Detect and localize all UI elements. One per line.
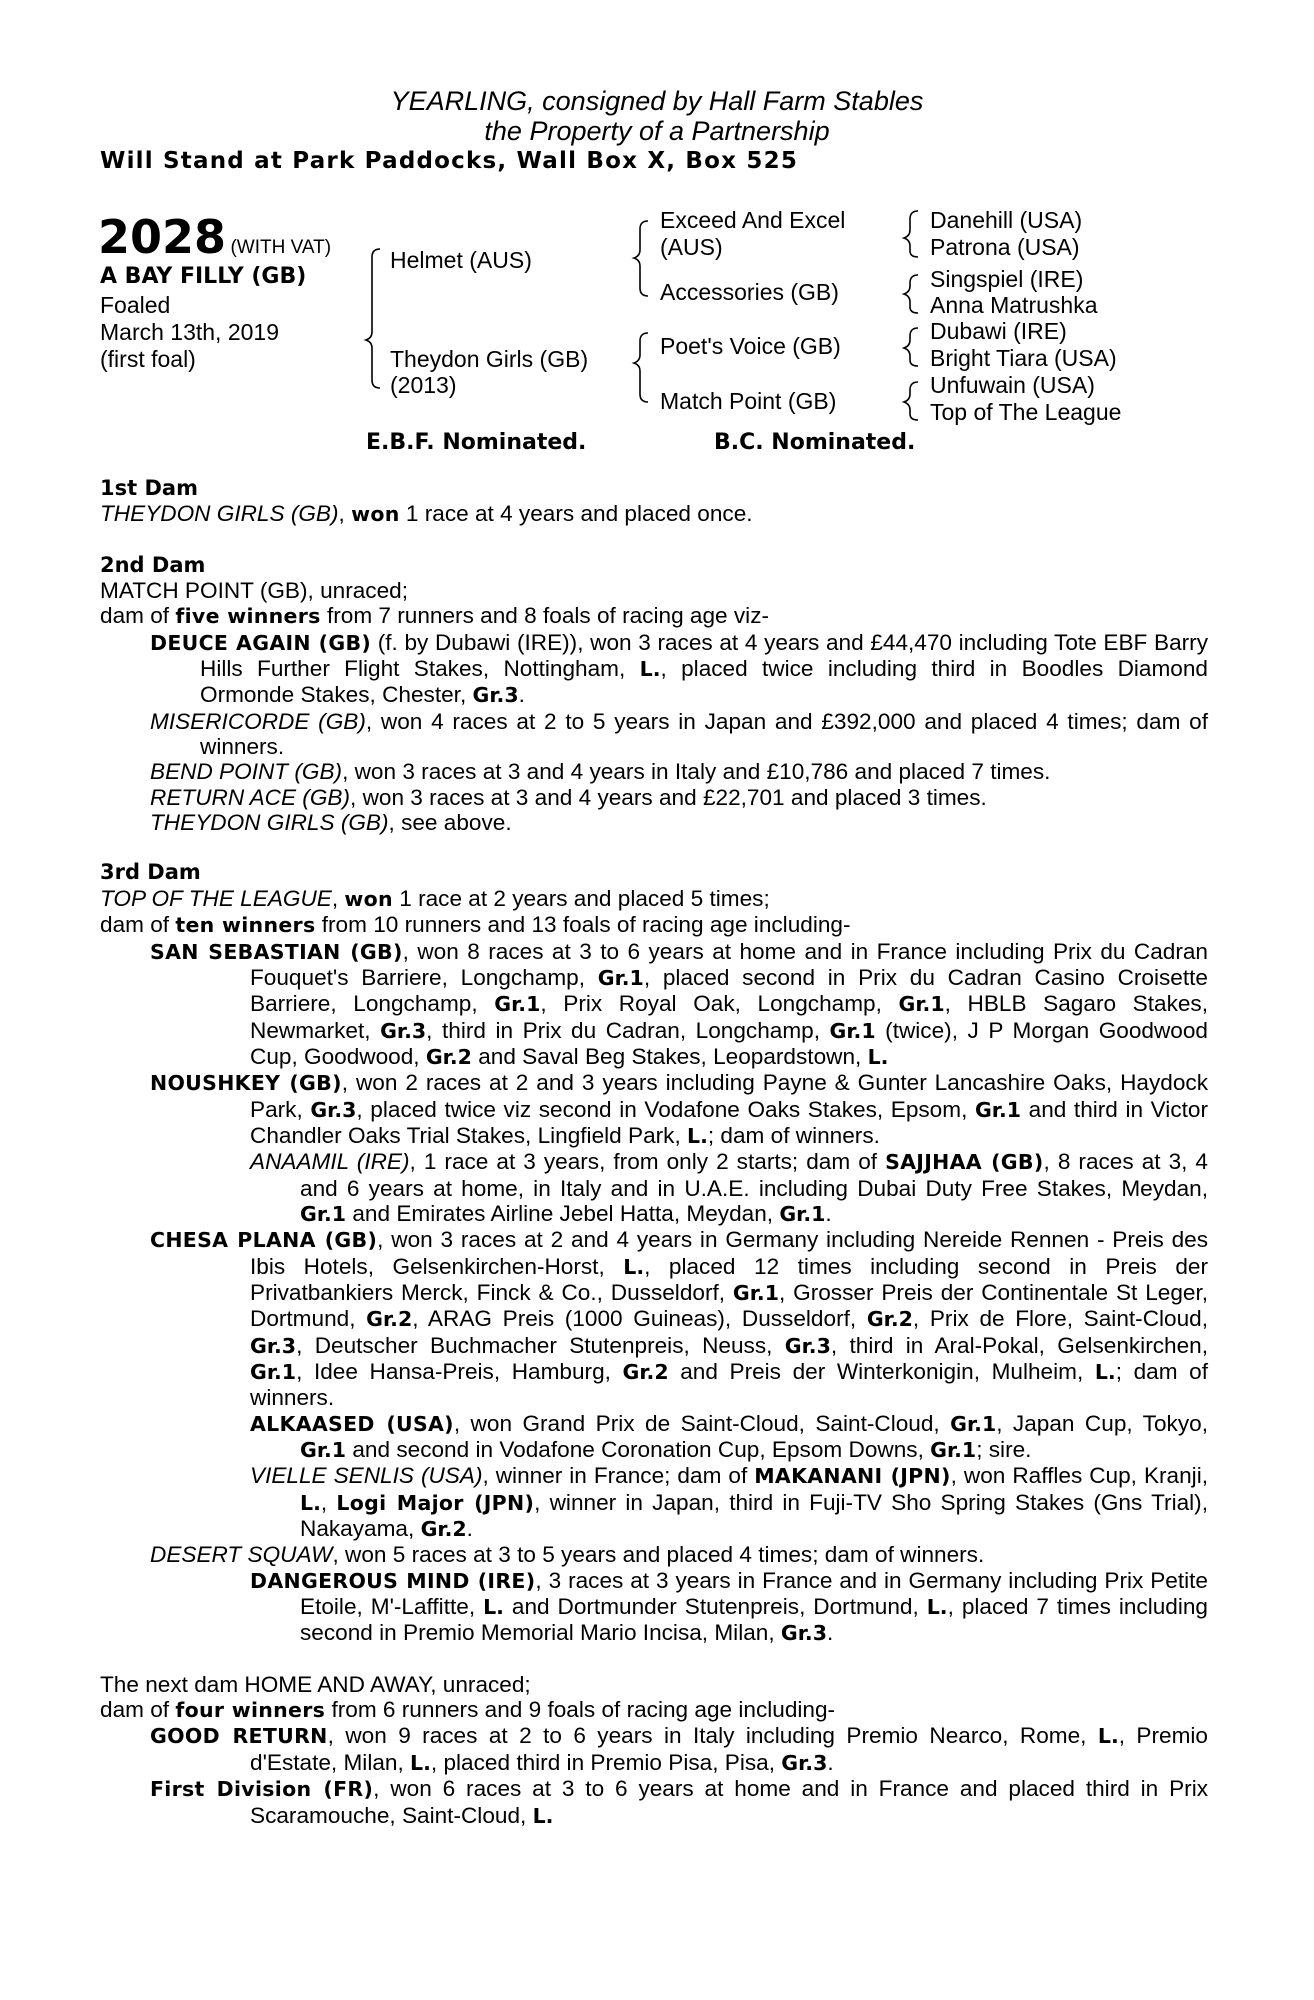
horse-name: BEND POINT (GB): [150, 759, 343, 785]
progeny-entry: First Division (FR), won 6 races at 3 to 6 years at home and in France and placed third in Prix Scaramouche, Saint-Cloud, L.: [150, 1776, 1209, 1828]
ancestor-6: Bright Tiara (USA): [930, 345, 1117, 371]
horse-name: VIELLE SENLIS (USA): [250, 1463, 483, 1489]
vat-note: (WITH VAT): [230, 237, 332, 258]
horse-name: ALKAASED (USA): [250, 1411, 454, 1436]
horse-name: MISERICORDE (GB): [150, 708, 366, 734]
progeny-entry: DESERT SQUAW, won 5 races at 3 to 5 years and placed 4 times; dam of winners.: [150, 1542, 985, 1568]
ancestor-2: Patrona (USA): [930, 234, 1080, 260]
foaled-label: Foaled: [100, 292, 171, 318]
dam-sire-name: Poet's Voice (GB): [660, 333, 841, 359]
sire-sire-line-2: (AUS): [660, 234, 723, 260]
first-dam-record: THEYDON GIRLS (GB), won 1 race at 4 years and placed once.: [100, 501, 753, 527]
dam-name: Theydon Girls (GB): [390, 346, 589, 372]
header-line-3: Will Stand at Park Paddocks, Wall Box X, Box 525: [100, 148, 799, 174]
lot-number: 2028: [98, 210, 227, 264]
horse-name: GOOD RETURN: [150, 1724, 328, 1749]
horse-name: CHESA PLANA (GB): [150, 1228, 378, 1253]
horse-name: NOUSHKEY (GB): [150, 1071, 342, 1096]
horse-name: THEYDON GIRLS (GB): [100, 501, 339, 527]
ancestor-4: Anna Matrushka: [930, 292, 1098, 318]
progeny-entry: ALKAASED (USA), won Grand Prix de Saint-Cloud, Saint-Cloud, Gr.1, Japan Cup, Tokyo, Gr.1 and second in Vodafone Coronation Cup, Epsom Downs, Gr.1; sire.: [250, 1410, 1208, 1463]
progeny-entry: MISERICORDE (GB), won 4 races at 2 to 5 years in Japan and £392,000 and placed 4 times; dam of winners.: [150, 708, 1208, 760]
horse-name: DANGEROUS MIND (IRE): [250, 1568, 536, 1593]
third-dam-intro: TOP OF THE LEAGUE, won 1 race at 2 years and placed 5 times;: [100, 885, 770, 911]
sire-sire-line-1: Exceed And Excel: [660, 207, 846, 233]
horse-name: First Division (FR): [150, 1777, 374, 1802]
second-dam-summary: dam of five winners from 7 runners and 8 foals of racing age viz-: [100, 603, 770, 629]
header-line-1: YEARLING, consigned by Hall Farm Stables: [390, 86, 924, 116]
first-dam-heading: 1st Dam: [100, 476, 198, 500]
progeny-entry: BEND POINT (GB), won 3 races at 3 and 4 years in Italy and £10,786 and placed 7 times.: [150, 759, 1051, 785]
progeny-entry: DANGEROUS MIND (IRE), 3 races at 3 years in France and in Germany including Prix Petite Etoile, M'-Laffitte, L. and Dortmunder Stutenpreis, Dortmund, L., placed 7 times including second in Premio Memorial Mario Incisa, Milan, Gr.3.: [250, 1567, 1209, 1646]
second-dam-heading: 2nd Dam: [100, 552, 206, 577]
ancestor-8: Top of The League: [930, 399, 1122, 425]
horse-name: RETURN ACE (GB): [150, 784, 351, 810]
third-dam-heading: 3rd Dam: [100, 860, 201, 885]
horse-name: ANAAMIL (IRE): [250, 1149, 410, 1175]
header-line-2: the Property of a Partnership: [484, 116, 830, 146]
catalogue-body: [100, 476, 1208, 1829]
progeny-entry: GOOD RETURN, won 9 races at 2 to 6 years in Italy including Premio Nearco, Rome, L., Premio d'Estate, Milan, L., placed third in Premio Pisa, Pisa, Gr.3.: [150, 1723, 1208, 1775]
progeny-entry: SAN SEBASTIAN (GB), won 8 races at 3 to 6 years at home and in France including Prix du Cadran Fouquet's Barriere, Longchamp, Gr.1, placed second in Prix du Cadran Casino Croisette Barriere, Longchamp, Gr.1, Prix Royal Oak, Longchamp, Gr.1, HBLB Sagaro Stakes, Newmarket, Gr.3, third in Prix du Cadran, Longchamp, Gr.1 (twice), J P Morgan Goodwood Cup, Goodwood, Gr.2 and Saval Beg Stakes, Leopardstown, L.: [150, 938, 1209, 1069]
ancestor-7: Unfuwain (USA): [930, 372, 1095, 398]
ancestor-5: Dubawi (IRE): [930, 318, 1067, 344]
horse-name: SAN SEBASTIAN (GB): [150, 939, 403, 964]
progeny-entry: DEUCE AGAIN (GB) (f. by Dubawi (IRE)), won 3 races at 4 years and £44,470 including Tote EBF Barry Hills Further Flight Stakes, Nottingham, L., placed twice including third in Boodles Diamond Ormonde Stakes, Chester, Gr.3.: [150, 629, 1209, 708]
next-dam-summary: dam of four winners from 6 runners and 9 foals of racing age including-: [100, 1697, 836, 1723]
horse-name: DESERT SQUAW: [150, 1542, 333, 1568]
sire-dam-name: Accessories (GB): [660, 279, 839, 305]
ancestor-1: Danehill (USA): [930, 207, 1083, 233]
dam-dam-name: Match Point (GB): [660, 388, 837, 414]
bc-nominated: B.C. Nominated.: [714, 430, 916, 455]
progeny-entry: VIELLE SENLIS (USA), winner in France; dam of MAKANANI (JPN), won Raffles Cup, Kranji, L., Logi Major (JPN), winner in Japan, third in Fuji-TV Sho Spring Stakes (Gns Trial), Nakayama, Gr.2.: [250, 1463, 1208, 1542]
next-dam-intro: The next dam HOME AND AWAY, unraced;: [100, 1671, 531, 1697]
ebf-nominated: E.B.F. Nominated.: [366, 430, 587, 455]
progeny-entry: NOUSHKEY (GB), won 2 races at 2 and 3 years including Payne & Gunter Lancashire Oaks, Haydock Park, Gr.3, placed twice viz second in Vodafone Oaks Stakes, Epsom, Gr.1 and third in Victor Chandler Oaks Trial Stakes, Lingfield Park, L.; dam of winners.: [150, 1070, 1208, 1148]
third-dam-summary: dam of ten winners from 10 runners and 13 foals of racing age including-: [100, 912, 851, 938]
progeny-entry: ANAAMIL (IRE), 1 race at 3 years, from only 2 starts; dam of SAJJHAA (GB), 8 races at 3, 4 and 6 years at home, in Italy and in U.A.E. including Dubai Duty Free Stakes, Meydan, Gr.1 and Emirates Airline Jebel Hatta, Meydan, Gr.1.: [250, 1149, 1208, 1226]
ancestor-3: Singspiel (IRE): [930, 266, 1084, 292]
progeny-entry: RETURN ACE (GB), won 3 races at 3 and 4 years and £22,701 and placed 3 times.: [150, 784, 987, 810]
second-dam-intro: MATCH POINT (GB), unraced;: [100, 578, 409, 604]
sire-name: Helmet (AUS): [390, 247, 532, 273]
dam-year: (2013): [390, 372, 457, 398]
progeny-entry: CHESA PLANA (GB), won 3 races at 2 and 4 years in Germany including Nereide Rennen - Preis des Ibis Hotels, Gelsenkirchen-Horst, L., placed 12 times including second in Preis der Privatbankiers Merck, Finck & Co., Dusseldorf, Gr.1, Grosser Preis der Continentale St Leger, Dortmund, Gr.2, ARAG Preis (1000 Guineas), Dusseldorf, Gr.2, Prix de Flore, Saint-Cloud, Gr.3, Deutscher Buchmacher Stutenpreis, Neuss, Gr.3, third in Aral-Pokal, Gelsenkirchen, Gr.1, Idee Hansa-Preis, Hamburg, Gr.2 and Preis der Winterkonigin, Mulheim, L.; dam of winners.: [150, 1227, 1209, 1411]
progeny-entry: THEYDON GIRLS (GB), see above.: [150, 810, 512, 836]
horse-name: THEYDON GIRLS (GB): [150, 810, 389, 836]
lot-title: A BAY FILLY (GB): [100, 264, 307, 289]
foaled-date: March 13th, 2019: [100, 319, 280, 345]
horse-name: DEUCE AGAIN (GB): [150, 630, 372, 655]
first-foal-note: (first foal): [100, 346, 196, 372]
